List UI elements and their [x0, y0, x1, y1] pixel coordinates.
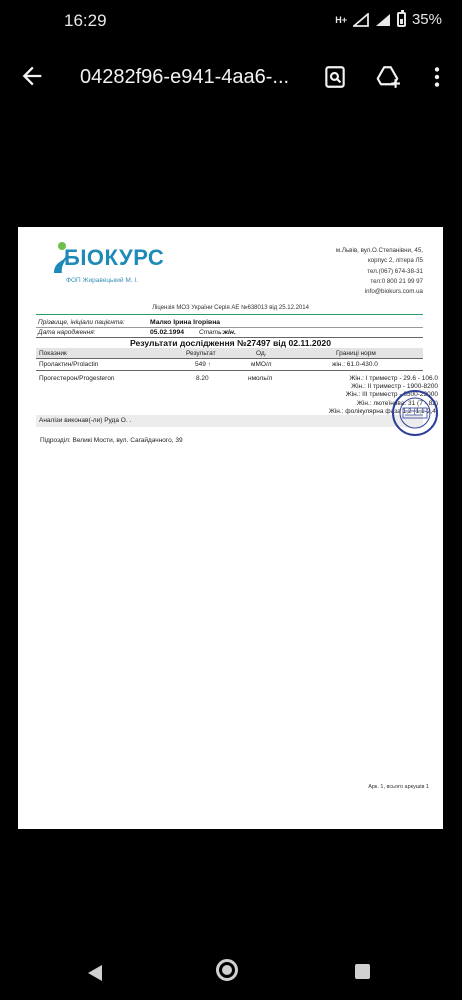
stamp-seal-icon	[391, 389, 439, 437]
norm-line: Жін.: лютеїнова. 31 (7 - 82)	[356, 399, 438, 407]
logo-subtitle: ФОП Жиравецький М. І.	[66, 277, 138, 284]
add-to-drive-icon[interactable]	[375, 64, 401, 90]
sex-label: Стать:	[199, 329, 224, 336]
patient-label: Прізвище, ініціали пацієнта:	[38, 319, 125, 326]
birth-date: 05.02.1994	[150, 329, 185, 336]
analysts-row	[36, 415, 423, 427]
document-title: 04282f96-e941-4aa6-...	[80, 66, 290, 88]
row-norm: жін.: 61.0-430.0	[332, 361, 378, 368]
battery-icon	[397, 12, 406, 27]
column-header: Результат	[186, 350, 216, 357]
row-unit: нмоль/л	[248, 375, 273, 382]
signal-icon-2	[375, 13, 391, 27]
status-bar	[0, 0, 462, 44]
divider	[36, 327, 423, 328]
row-name: Прогестерон/Progesteron	[39, 375, 115, 382]
column-header: Границі норм	[336, 350, 376, 357]
row-result: 8.20	[196, 375, 209, 382]
more-vert-icon[interactable]	[424, 64, 450, 90]
app-bar	[0, 50, 462, 106]
phone-line: тел.(067) 674-38-31	[367, 267, 423, 275]
divider	[36, 370, 423, 371]
search-document-icon[interactable]	[322, 64, 348, 90]
analysts-text: Аналізи виконав(-ли) Руда О. .	[39, 417, 132, 424]
column-header: Од.	[256, 350, 267, 357]
signal-icon	[353, 13, 369, 27]
network-type: H+	[335, 14, 347, 25]
address-line: м.Львів, вул.О.Степанівни, 45,	[335, 247, 423, 254]
battery-level: 35%	[411, 11, 442, 28]
address-line: корпус 2, літера Л5	[367, 257, 423, 265]
subdivision-text: Підрозділ: Великі Мости, вул. Сагайдачного, 39	[40, 437, 183, 444]
norm-line: Жін.: III триместр - 6500-23000	[345, 391, 438, 399]
patient-name: Малко Ірина Ігорівна	[150, 319, 221, 326]
norm-line: Жін.: фолікулярна фаза 1,2 (1,1-2,4)	[328, 407, 438, 415]
status-time: 16:29	[64, 11, 107, 30]
norm-line: Жін.: I триместр - 29.6 - 106.0	[349, 375, 438, 382]
nav-back-icon[interactable]	[88, 965, 102, 981]
license-text: Ліцензія МОЗ України Серія АЕ №638013 від 25.12.2014	[152, 305, 309, 311]
divider	[36, 314, 423, 315]
company-address	[336, 246, 423, 297]
logo-brand: БІОКУРС	[64, 245, 165, 270]
back-arrow-icon[interactable]	[18, 62, 46, 90]
column-header: Показник	[39, 350, 67, 357]
results-title: Результати дослідження №27497 від 02.11.2020	[129, 338, 331, 348]
navigation-bar	[0, 940, 462, 1000]
nav-home-icon[interactable]	[216, 959, 238, 981]
divider	[36, 358, 423, 359]
page-count: Арк. 1, всього аркушів 1	[368, 784, 429, 790]
phone-line: тел:0 800 21 99 97	[370, 277, 423, 285]
document-page[interactable]	[18, 227, 443, 829]
row-unit: мМО/л	[251, 361, 272, 368]
nav-recents-icon[interactable]	[355, 964, 370, 979]
status-icons	[335, 11, 442, 28]
norm-line: Жін.: II триместр - 1900-8200	[351, 383, 438, 391]
company-logo	[46, 241, 166, 287]
birth-label: Дата народження:	[38, 329, 96, 336]
sex-value: жін.	[223, 329, 236, 336]
email-line: info@biokurs.com.ua	[364, 288, 423, 296]
row-result: 549 ↑	[195, 361, 211, 368]
row-name: Пролактин/Prolactin	[39, 361, 99, 368]
